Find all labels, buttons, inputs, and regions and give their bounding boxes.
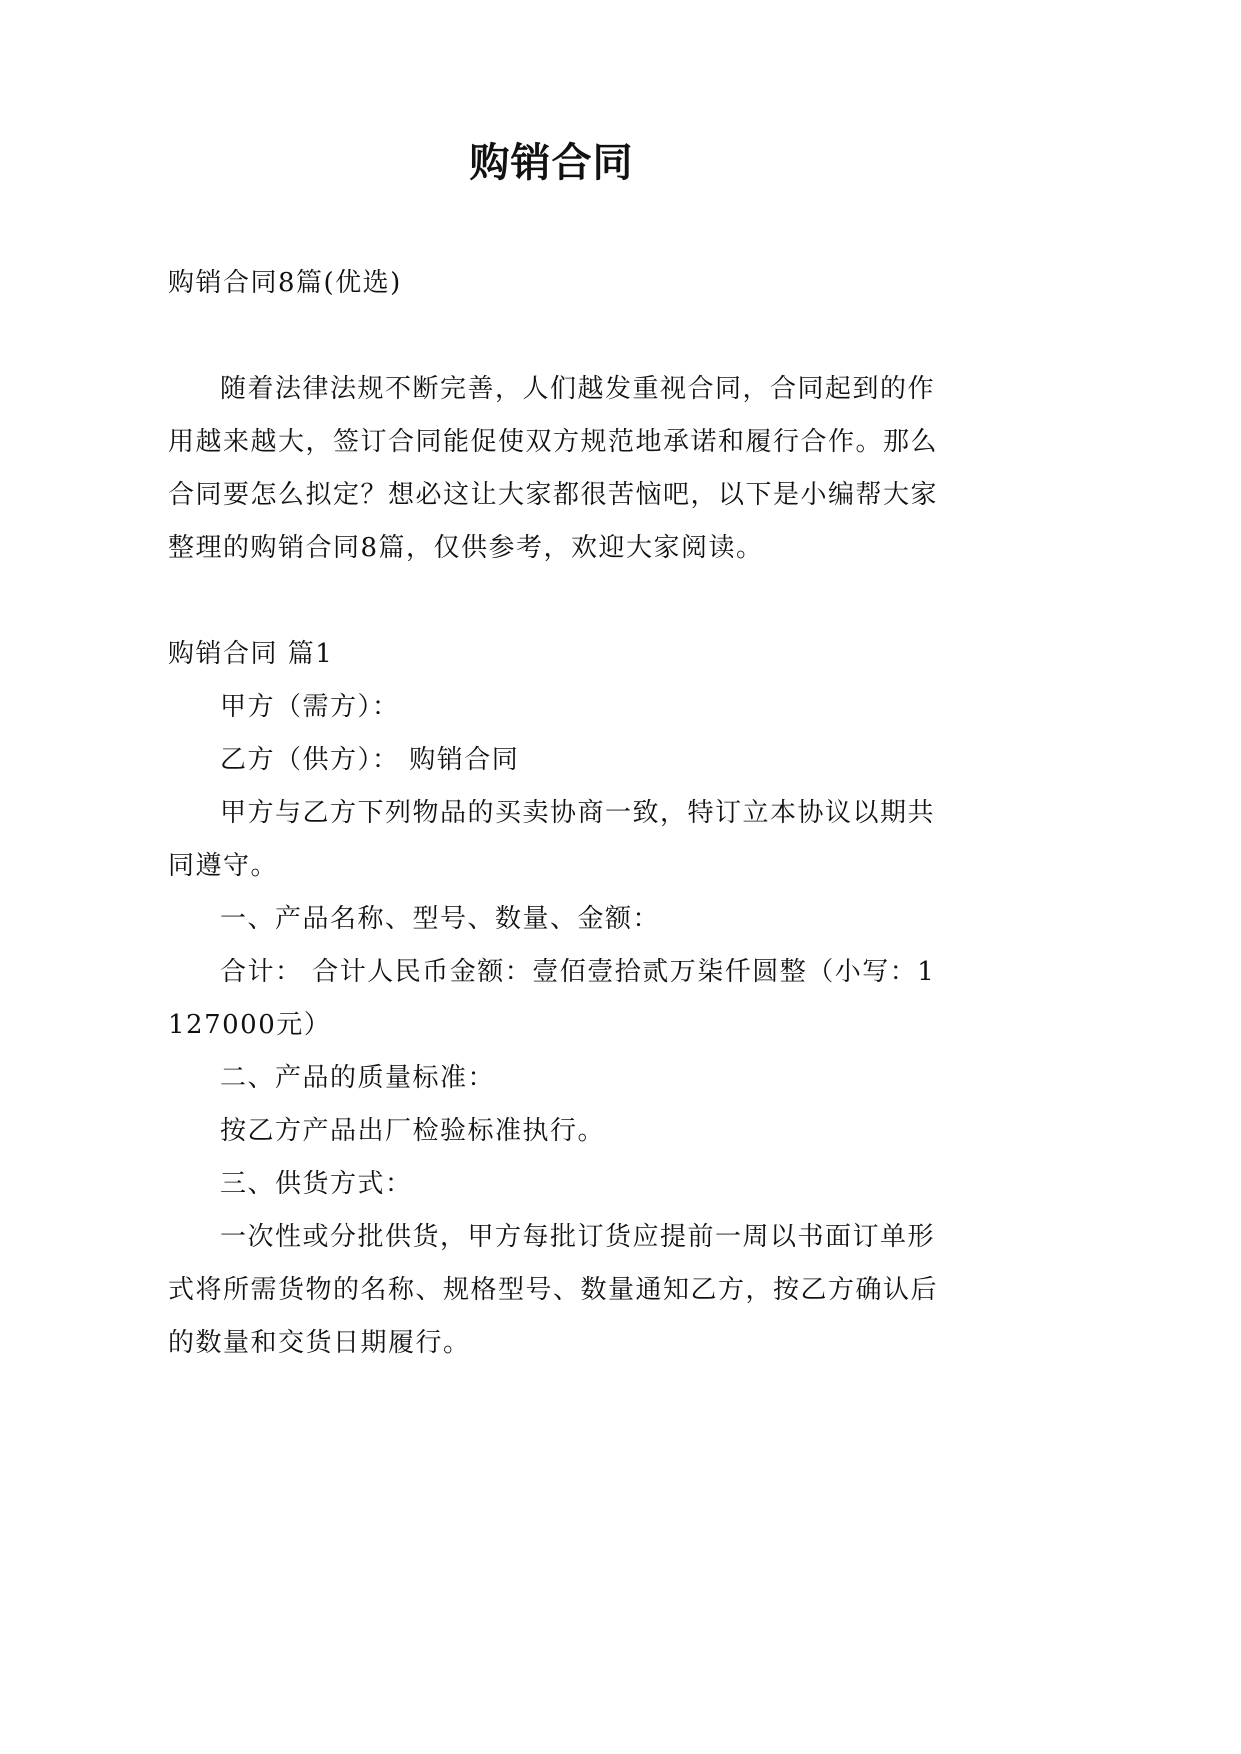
clause-1-total: 合计： 合计人民币金额：壹佰壹拾贰万柒仟圆整（小写：1127000元） bbox=[168, 957, 936, 1040]
clause-2-body: 按乙方产品出厂检验标准执行。 bbox=[220, 1116, 606, 1146]
party-a-line: 甲方（需方）： bbox=[220, 692, 400, 722]
spacer bbox=[168, 310, 940, 363]
spacer bbox=[168, 575, 940, 628]
agreement-paragraph: 甲方与乙方下列物品的买卖协商一致，特订立本协议以期共同遵守。 bbox=[168, 798, 936, 881]
clause-3-body: 一次性或分批供货，甲方每批订货应提前一周以书面订单形式将所需货物的名称、规格型号、数量通知乙方，按乙方确认后的数量和交货日期履行。 bbox=[168, 1222, 939, 1358]
document-subtitle: 购销合同8篇(优选) bbox=[168, 268, 402, 298]
section-heading: 购销合同 篇1 bbox=[168, 639, 334, 669]
document-body bbox=[168, 257, 940, 1370]
clause-2-title: 二、产品的质量标准： bbox=[220, 1063, 496, 1093]
party-b-line: 乙方（供方）： 购销合同 bbox=[220, 745, 520, 775]
clause-1-title: 一、产品名称、型号、数量、金额： bbox=[220, 904, 661, 934]
intro-paragraph: 随着法律法规不断完善，人们越发重视合同，合同起到的作用越来越大，签订合同能促使双方规范地承诺和履行合作。那么合同要怎么拟定？想必这让大家都很苦恼吧，以下是小编帮大家整理的购销合同8篇，仅供参考，欢迎大家阅读。 bbox=[168, 374, 939, 563]
document-title: 购销合同 bbox=[469, 140, 634, 186]
clause-3-title: 三、供货方式： bbox=[220, 1169, 413, 1199]
